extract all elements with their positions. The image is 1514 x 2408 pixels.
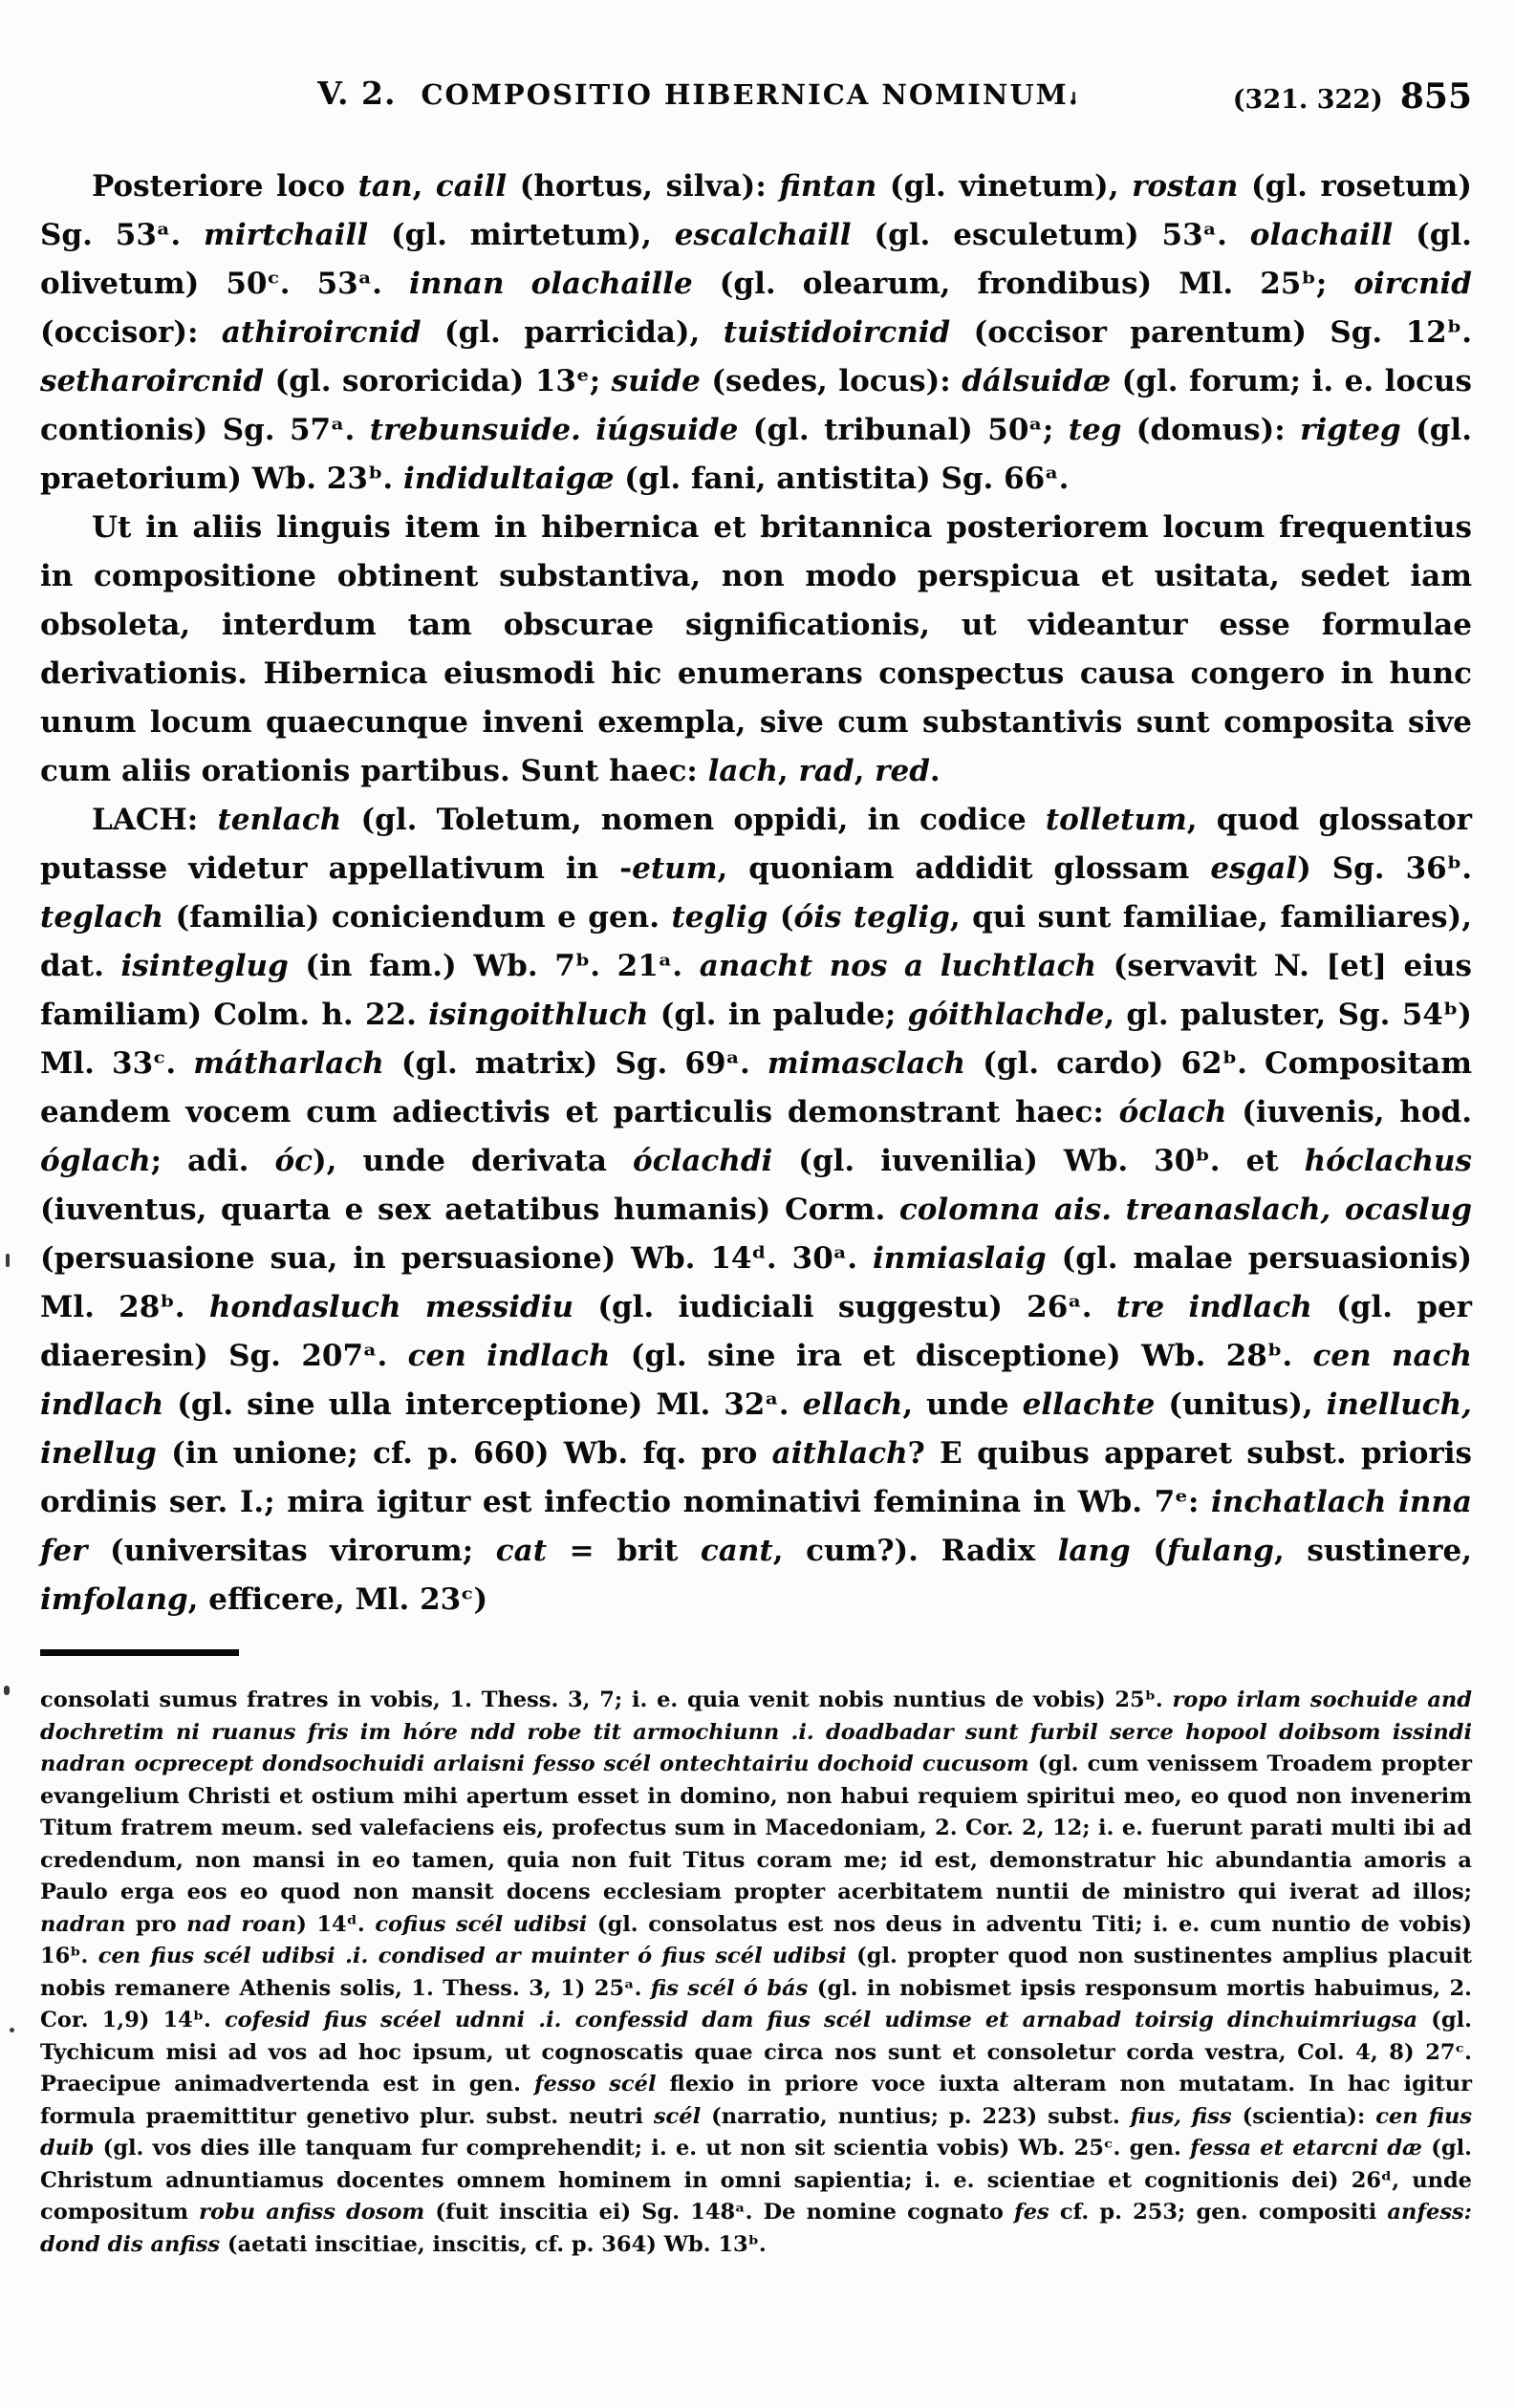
text-run: (narratio, nuntius; p. 223) subst. (701, 2103, 1131, 2129)
text-run: (in unione; cf. p. 660) Wb. fq. pro (156, 1436, 772, 1471)
column-numbers: (321. 322) (1232, 85, 1383, 115)
italic-gloss: etum (632, 851, 718, 886)
italic-gloss: isinteglug (120, 949, 289, 983)
text-run: (gl. vos dies ille tanquam fur comprehendit; i. e. ut non sit scientia vobis) Wb. 25ᶜ. gen. (94, 2136, 1191, 2161)
text-run: . (929, 754, 941, 788)
text-run: (gl. tribunal) 50ᵃ; (738, 413, 1069, 447)
page-number: 855 (1399, 76, 1472, 117)
italic-gloss: tenlach (217, 803, 342, 837)
italic-gloss: cen indlach (407, 1339, 611, 1373)
text-run: (gl. rosetum) Sg. 53ᵃ. (40, 169, 1472, 252)
text-run: pro (125, 1911, 187, 1937)
italic-gloss: mimasclach (767, 1046, 965, 1081)
chapter-section-number: V. 2. (317, 75, 397, 112)
italic-gloss: athiroircnid (221, 315, 422, 350)
running-head (40, 75, 1472, 124)
text-run: ), unde derivata (313, 1144, 633, 1178)
text-run: , gl. paluster, Sg. 54ᵇ) Ml. 33ᶜ. (40, 998, 1472, 1081)
text-run: , quod glossator putasse videtur appellativum in - (40, 803, 1472, 886)
italic-gloss: fesso scél (533, 2072, 657, 2096)
italic-gloss: cen nach indlach (40, 1339, 1473, 1422)
text-run: , unde (902, 1387, 1023, 1422)
text-run: (gl. Christum adnuntiamus docentes omnem hominem in omni sapientia; i. e. scientiae et cognitionis dei) 26ᵈ, unde compositum (40, 2136, 1473, 2225)
text-run: (domus): (1121, 413, 1301, 447)
text-run: (gl. Tychicum misi ad vos ad hoc ipsum, ut cognoscatis quae circa nos sunt et consoletur corda vestra, Col. 4, 8) 27ᶜ. Praecipue animadvertenda est in gen. (40, 2008, 1472, 2096)
text-run: consolati sumus fratres in vobis, 1. Thess. 3, 7; i. e. quia venit nobis nuntius de vobis) 25ᵇ. (40, 1688, 1173, 1712)
text-run: (gl. propter quod non sustinentes amplius placuit nobis remanere Athenis solis, 1. Thess. 3, 1) 25ᵃ. (40, 1944, 1472, 2001)
italic-gloss: fessa et etarcni dæ (1190, 2136, 1422, 2161)
text-run: Ut in aliis linguis item in hibernica et britannica posteriorem locum frequentius in compositione obtinent substantiva, non modo perspicua et usitata, sedet iam obsoleta, interdum tam obscurae significationis, ut videantur esse formulae derivationis. Hibernica eiusmodi hic enumerans conspectus causa congero in hunc unum locum quaecunque inveni exempla, sive cum substantivis sunt composita sive cum aliis orationis partibus. Sunt haec: (40, 510, 1472, 788)
italic-gloss: mirtchaill (204, 218, 369, 252)
text-run: LACH: (92, 803, 218, 837)
text-run: (universitas virorum; (87, 1534, 496, 1568)
text-run: (aetati inscitiae, inscitis, cf. p. 364) Wb. 13ᵇ. (220, 2231, 767, 2257)
text-run: (unitus), (1155, 1387, 1327, 1422)
italic-gloss: góithlachde (907, 998, 1105, 1032)
text-run: (gl. olearum, frondibus) Ml. 25ᵇ; (692, 267, 1354, 301)
italic-gloss: olachaill (1249, 218, 1394, 252)
text-run: (gl. iudiciali suggestu) 26ᵃ. (573, 1290, 1116, 1324)
italic-gloss: indidultaigæ (402, 462, 615, 496)
scan-speck (6, 1254, 10, 1267)
footnote-separator-rule (40, 1649, 239, 1656)
paragraph (40, 162, 1472, 504)
italic-gloss: escalchaill (674, 218, 852, 252)
text-run: (in fam.) Wb. 7ᵇ. 21ᵃ. (288, 949, 700, 983)
text-run: (gl. cardo) 62ᵇ. Compositam eandem vocem cum adiectivis et particulis demonstrant haec: (40, 1046, 1472, 1129)
italic-gloss: rostan (1132, 169, 1239, 204)
italic-gloss: inmiaslaig (872, 1241, 1047, 1276)
text-run: , cum?). Radix (772, 1534, 1058, 1568)
italic-gloss: óis teglig (793, 900, 950, 935)
text-run: , (854, 754, 876, 788)
italic-gloss: hondasluch messidiu (208, 1290, 574, 1324)
italic-gloss: fintan (779, 169, 877, 204)
text-run: (occisor parentum) Sg. 12ᵇ. (950, 315, 1472, 350)
paragraph (40, 504, 1472, 796)
body-paragraphs (40, 162, 1472, 1624)
text-run: (gl. vinetum), (876, 169, 1133, 204)
paragraph (40, 796, 1472, 1624)
text-run: (hortus, silva): (507, 169, 780, 204)
text-run: , (412, 169, 436, 204)
text-run: (familia) coniciendum e gen. (163, 900, 672, 935)
text-run: (gl. sororicida) 13ᵉ; (264, 364, 612, 398)
italic-gloss: teglach (40, 900, 163, 935)
italic-gloss: ellachte (1022, 1387, 1156, 1422)
italic-gloss: suide (611, 364, 701, 398)
italic-gloss: cant (700, 1534, 773, 1568)
text-run: ( (768, 900, 794, 935)
italic-gloss: cen fius duib (40, 2103, 1473, 2161)
footnote-text (40, 1685, 1472, 2261)
text-run: = brit (547, 1534, 701, 1568)
text-run: (gl. sine ira et disceptione) Wb. 28ᵇ. (610, 1339, 1313, 1373)
text-run: (gl. consolatus est nos deus in adventu Titi; i. e. cum nuntio de vobis) 16ᵇ. (40, 1911, 1472, 1968)
italic-gloss: tre indlach (1115, 1290, 1312, 1324)
italic-gloss: red (875, 754, 930, 788)
text-run: (gl. esculetum) 53ᵃ. (851, 218, 1250, 252)
italic-gloss: teglig (671, 900, 768, 935)
text-run: (gl. forum; i. e. locus contionis) Sg. 57ᵃ. (40, 364, 1472, 447)
text-run: cf. p. 253; gen. compositi (1049, 2200, 1388, 2225)
italic-gloss: óglach (40, 1144, 151, 1178)
text-run: , quoniam addidit glossam (717, 851, 1211, 886)
text-run: (occisor): (40, 315, 222, 350)
running-head-center (40, 75, 1357, 112)
text-run: ; adi. (150, 1144, 275, 1178)
text-run: (iuvenis, hod. (1226, 1095, 1472, 1129)
italic-gloss: tolletum (1045, 803, 1187, 837)
italic-gloss: oircnid (1353, 267, 1472, 301)
italic-gloss: óclachdi (632, 1144, 773, 1178)
italic-gloss: fius, fiss (1130, 2103, 1232, 2129)
text-run: (scientia): (1231, 2103, 1376, 2129)
italic-gloss: inchatlach inna fer (40, 1485, 1472, 1568)
italic-gloss: óclach (1118, 1095, 1227, 1129)
text-run: (persuasione sua, in persuasione) Wb. 14ᵈ. 30ᵃ. (40, 1241, 873, 1276)
italic-gloss: hóclachus (1304, 1144, 1472, 1178)
text-run: (gl. per diaeresin) Sg. 207ᵃ. (40, 1290, 1473, 1373)
text-run: ) Sg. 36ᵇ. (1297, 851, 1472, 886)
text-run: (gl. iuvenilia) Wb. 30ᵇ. et (772, 1144, 1305, 1178)
text-run: (gl. sine ulla interceptione) Ml. 32ᵃ. (163, 1387, 803, 1422)
text-run: (servavit N. [et] eius familiam) Colm. h. 22. (40, 949, 1472, 1032)
text-run: (gl. olivetum) 50ᶜ. 53ᵃ. (40, 218, 1472, 301)
text-run: Posteriore loco (92, 169, 358, 204)
italic-gloss: scél (653, 2103, 702, 2129)
italic-gloss: colomna ais. treanaslach, ocaslug (898, 1193, 1473, 1227)
italic-gloss: tuistidoircnid (723, 315, 951, 350)
text-run: (sedes, locus): (700, 364, 962, 398)
text-run: , efficere, Ml. 23ᶜ) (187, 1582, 488, 1617)
text-run: (gl. cum venissem Troadem propter evangelium Christi et ostium mihi apertum esset in domino, non habui requiem spiritui meo, eo quod non invenerim Titum fratrem meum. sed valefaciens eis, profectus sum in Macedoniam, 2. Cor. 2, 12; i. e. fuerunt parati multi ibi ad credendum, non mansi in eo tamen, quia non fuit Titus coram me; id est, demonstratur hic abundantia amoris a Paulo erga eos eo quod non mansit docens ecclesiam propter acerbitatem nuntii de ministro qui iverat ad illos; (40, 1752, 1472, 1904)
italic-gloss: óc (274, 1144, 313, 1178)
italic-gloss: nad roan (186, 1911, 297, 1937)
italic-gloss: mátharlach (193, 1046, 384, 1081)
italic-gloss: teg (1068, 413, 1122, 447)
text-run: (gl. praetorium) Wb. 23ᵇ. (40, 413, 1472, 496)
italic-gloss: lang (1057, 1534, 1131, 1568)
italic-gloss: ropo irlam sochuide and dochretim ni ruanus fris im hóre ndd robe tit armochiunn .i. doadbadar sunt furbil serce hopool doibsom issindi nadran ocprecept dondsochuidi arlaisni fesso scél ontechtairiu dochoid cucusom (40, 1688, 1472, 1776)
text-run: , qui sunt familiae, familiares), dat. (40, 900, 1472, 983)
italic-gloss: trebunsuide. iúgsuide (369, 413, 739, 447)
text-run: , (777, 754, 799, 788)
text-run: ) 14ᵈ. (296, 1911, 376, 1937)
text-run: , sustinere, (1273, 1534, 1472, 1568)
italic-gloss: cen fius scél udibsi .i. condised ar muinter ó fius scél udibsi (97, 1944, 847, 1968)
italic-gloss: rad (798, 754, 854, 788)
text-run: (fuit inscitia ei) Sg. 148ᵃ. De nomine cognato (424, 2200, 1015, 2225)
italic-gloss: nadran (40, 1911, 126, 1937)
text-run: ? E quibus apparet subst. prioris ordinis ser. I.; mira igitur est infectio nominativi feminina in Wb. 7ᵉ: (40, 1436, 1472, 1519)
scan-speck (10, 2028, 14, 2032)
italic-gloss: innan olachaille (409, 267, 693, 301)
italic-gloss: anacht nos a luchtlach (699, 949, 1097, 983)
italic-gloss: lach (707, 754, 778, 788)
italic-gloss: cat (495, 1534, 548, 1568)
text-run: (gl. in palude; (648, 998, 908, 1032)
italic-gloss: fes (1014, 2200, 1049, 2225)
text-run: (gl. in nobismet ipsis responsum mortis habuimus, 2. Cor. 1,9) 14ᵇ. (40, 1975, 1472, 2032)
text-run: (gl. mirtetum), (368, 218, 675, 252)
text-run: ( (1130, 1534, 1167, 1568)
italic-gloss: anfess: dond dis anfiss (40, 2200, 1472, 2257)
running-head-right (1233, 76, 1472, 117)
italic-gloss: isingoithluch (428, 998, 649, 1032)
italic-gloss: cofesid fius scéel udnni .i. confessid dam fius scél udimse et arnabad toirsig dinchuimriugsa (224, 2008, 1418, 2032)
italic-gloss: dálsuidæ (962, 364, 1112, 398)
text-run: (gl. malae persuasionis) Ml. 28ᵇ. (40, 1241, 1472, 1324)
italic-gloss: setharoircnid (40, 364, 265, 398)
text-run: (gl. Toletum, nomen oppidi, in codice (341, 803, 1046, 837)
italic-gloss: tan (357, 169, 413, 204)
italic-gloss: inelluch, inellug (40, 1387, 1472, 1471)
italic-gloss: esgal (1210, 851, 1298, 886)
text-run: (iuventus, quarta e sex aetatibus humanis) Corm. (40, 1193, 899, 1227)
italic-gloss: fulang (1167, 1534, 1274, 1568)
text-run: (gl. matrix) Sg. 69ᵃ. (383, 1046, 768, 1081)
italic-gloss: ellach (802, 1387, 903, 1422)
italic-gloss: robu anfiss dosom (199, 2200, 425, 2225)
italic-gloss: aithlach (771, 1436, 908, 1471)
chapter-title: COMPOSITIO HIBERNICA NOMINUM. (421, 78, 1080, 111)
text-run: flexio in priore voce iuxta alteram non mutatam. In hac igitur formula praemittitur genetivo plur. subst. neutri (40, 2072, 1472, 2129)
scan-speck (4, 1686, 10, 1695)
text-run: (gl. fani, antistita) Sg. 66ᵃ. (614, 462, 1070, 496)
footnote (40, 1685, 1472, 2261)
italic-gloss: imfolang (40, 1582, 188, 1617)
italic-gloss: fis scél ó bás (650, 1975, 809, 2001)
italic-gloss: cofius scél udibsi (375, 1911, 588, 1937)
italic-gloss: rigteg (1300, 413, 1401, 447)
text-run: (gl. parricida), (421, 315, 724, 350)
italic-gloss: caill (435, 169, 508, 204)
